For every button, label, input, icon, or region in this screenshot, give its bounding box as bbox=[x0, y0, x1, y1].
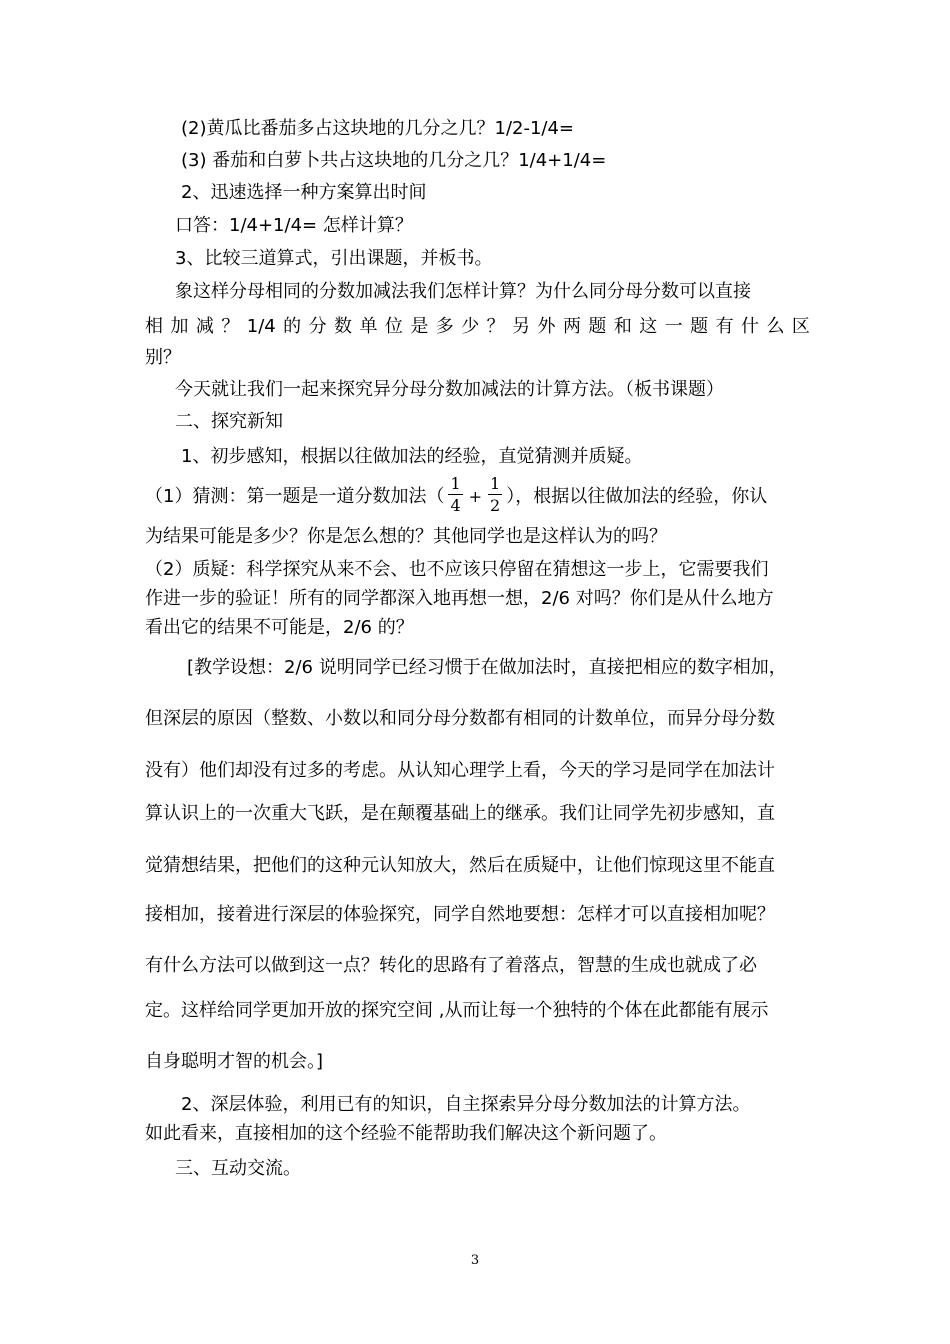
word: 两 bbox=[562, 316, 581, 337]
word: 有 bbox=[715, 316, 734, 337]
text-line: 但深层的原因（整数、小数以和同分母分数都有相同的计数单位，而异分母分数 bbox=[145, 708, 775, 729]
text-line: 如此看来，直接相加的这个经验不能帮助我们解决这个新问题了。 bbox=[145, 1123, 667, 1144]
word: 位 bbox=[384, 316, 403, 337]
word: 这 bbox=[639, 316, 658, 337]
word: 外 bbox=[537, 316, 556, 337]
section-heading: 二、探究新知 bbox=[175, 411, 283, 432]
word: 题 bbox=[690, 316, 709, 337]
text-line: （2）质疑：科学探究从来不会、也不应该只停留在猜想这一步上，它需要我们 bbox=[145, 559, 769, 580]
text-line: 别？ bbox=[145, 347, 181, 368]
fraction bbox=[448, 476, 462, 514]
word: ？ bbox=[486, 316, 505, 337]
word: 另 bbox=[512, 316, 531, 337]
text-line: (3) 番茄和白萝卜共占这块地的几分之几？1/4+1/4= bbox=[181, 150, 607, 171]
text-line: 定。这样给同学更加开放的探究空间 ,从而让每一个独特的个体在此都能有展示 bbox=[145, 1000, 769, 1021]
word: ？ bbox=[221, 316, 240, 337]
justified-line bbox=[145, 318, 810, 336]
text-segment: ），根据以往做加法的经验，你认 bbox=[506, 486, 768, 507]
text-line: 自身聪明才智的机会。] bbox=[145, 1051, 324, 1072]
word: 的 bbox=[283, 316, 302, 337]
word: 单 bbox=[359, 316, 378, 337]
text-segment: （1）猜测：第一题是一道分数加法（ bbox=[145, 486, 445, 507]
word: 分 bbox=[308, 316, 327, 337]
word: 多 bbox=[435, 316, 454, 337]
word: 么 bbox=[766, 316, 785, 337]
text-line: 今天就让我们一起来探究异分母分数加减法的计算方法。（板书课题） bbox=[175, 379, 724, 400]
text-line: 2、深层体验，利用已有的知识，自主探索异分母分数加法的计算方法。 bbox=[181, 1094, 751, 1115]
fraction-numerator: 1 bbox=[450, 474, 461, 493]
fraction bbox=[488, 476, 502, 514]
text-line: 2、迅速选择一种方案算出时间 bbox=[181, 182, 427, 203]
word: 加 bbox=[170, 316, 189, 337]
word: 一 bbox=[664, 316, 683, 337]
word: 1/4 bbox=[246, 316, 276, 337]
page-number: 3 bbox=[470, 1253, 480, 1268]
text-line: 3、比较三道算式，引出课题，并板书。 bbox=[175, 248, 493, 269]
text-line: 觉猜想结果，把他们的这种元认知放大，然后在质疑中，让他们惊现这里不能直 bbox=[145, 855, 775, 876]
text-line: 接相加，接着进行深层的体验探究，同学自然地要想：怎样才可以直接相加呢？ bbox=[145, 904, 775, 925]
word: 区 bbox=[791, 316, 810, 337]
section-heading: 三、互动交流。 bbox=[175, 1158, 301, 1179]
fraction-denominator: 2 bbox=[490, 496, 501, 515]
text-line: 有什么方法可以做到这一点？转化的思路有了着落点，智慧的生成也就成了必 bbox=[145, 955, 757, 976]
text-line: 作进一步的验证！所有的同学都深入地再想一想，2/6 对吗？你们是从什么地方 bbox=[145, 588, 774, 609]
word: 和 bbox=[613, 316, 632, 337]
fraction-numerator: 1 bbox=[490, 474, 501, 493]
fraction-denominator: 4 bbox=[450, 496, 461, 515]
text-line: [教学设想：2/6 说明同学已经习惯于在做加法时，直接把相应的数字相加， bbox=[187, 657, 787, 678]
word: 相 bbox=[145, 316, 163, 337]
plus-sign: + bbox=[468, 487, 483, 506]
text-line: 看出它的结果不可能是，2/6 的？ bbox=[145, 617, 414, 638]
word: 数 bbox=[334, 316, 353, 337]
word: 题 bbox=[588, 316, 607, 337]
text-line: 象这样分母相同的分数加减法我们怎样计算？为什么同分母分数可以直接 bbox=[175, 281, 751, 302]
text-line: (2)黄瓜比番茄多占这块地的几分之几？1/2-1/4= bbox=[181, 118, 575, 139]
word: 减 bbox=[195, 316, 214, 337]
text-line: 算认识上的一次重大飞跃，是在颠覆基础上的继承。我们让同学先初步感知，直 bbox=[145, 803, 775, 824]
text-line: 口答：1/4+1/4= 怎样计算？ bbox=[175, 215, 413, 236]
text-line-with-fraction bbox=[145, 474, 768, 516]
text-line: 没有）他们却没有过多的考虑。从认知心理学上看，今天的学习是同学在加法计 bbox=[145, 760, 775, 781]
text-line: 1、初步感知，根据以往做加法的经验，直觉猜测并质疑。 bbox=[181, 446, 643, 467]
word: 什 bbox=[741, 316, 760, 337]
text-line: 为结果可能是多少？你是怎么想的？其他同学也是这样认为的吗？ bbox=[145, 526, 667, 547]
word: 是 bbox=[410, 316, 429, 337]
word: 少 bbox=[461, 316, 480, 337]
